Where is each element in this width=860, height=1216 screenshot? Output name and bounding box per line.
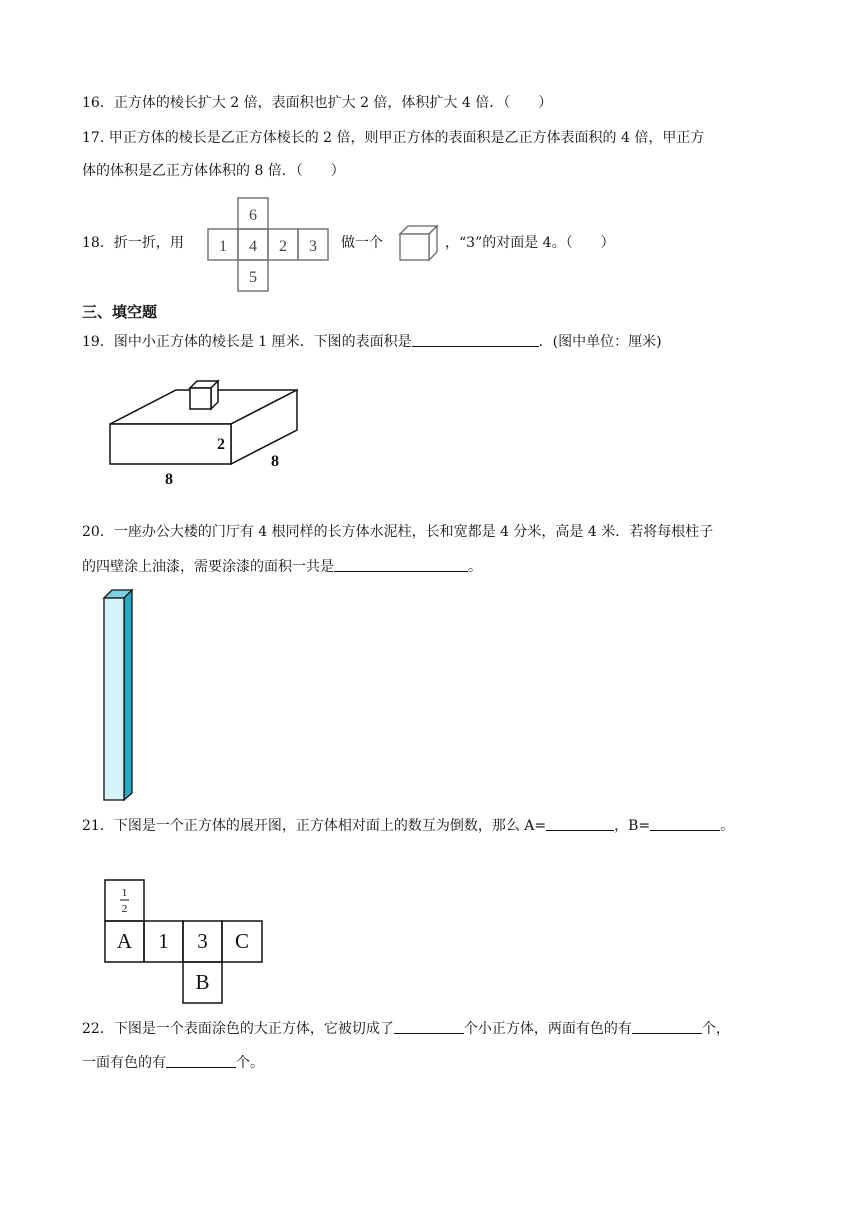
q21-text-a: 21．下图是一个正方体的展开图，正方体相对面上的数互为倒数，那么 A= [82,818,547,834]
pillar-front-face [104,598,124,800]
question-16: 16．正方体的棱长扩大 2 倍，表面积也扩大 2 倍，体积扩大 4 倍．（ ） [82,95,553,111]
answer-blank[interactable] [394,1018,464,1034]
q22-text-e: 个。 [236,1055,264,1071]
net-letter: C [234,929,250,953]
section-title: 三、填空题 [82,303,158,321]
q19-text-after: ．(图中单位：厘米) [538,334,662,350]
q21-text-b: ，B= [614,818,651,834]
net-number: 4 [249,238,257,255]
question-22-line2 [82,1052,264,1073]
q19-text-before: 19．图中小正方体的棱长是 1 厘米．下图的表面积是 [82,334,412,350]
q21-cube-net-figure [104,877,264,1005]
q21-text-end: 。 [720,818,735,834]
question-20-line2 [82,556,482,577]
pillar-side-face [124,590,132,800]
question-17-line2: 体的体积是乙正方体体积的 8 倍．（ ） [82,163,345,179]
question-18-middle: 做一个 [341,235,383,251]
q22-text-a: 22．下图是一个表面涂色的大正方体，它被切成了 [82,1021,394,1037]
question-19 [82,331,662,352]
net-letter: A [116,929,133,953]
question-22-line1 [82,1018,730,1039]
answer-blank[interactable] [166,1052,236,1068]
pillar-figure [103,589,134,802]
question-17-line1: 17. 甲正方体的棱长是乙正方体棱长的 2 倍，则甲正方体的表面积是乙正方体表面积的 4 倍，甲正方 [82,130,705,146]
answer-blank[interactable] [632,1018,702,1034]
q20-text-after: 。 [468,559,482,575]
net-number: 3 [197,929,208,953]
question-20-line1: 20．一座办公大楼的门厅有 4 根同样的长方体水泥柱，长和宽都是 4 分米，高是 4 米．若将每根柱子 [82,524,714,540]
net-number: 6 [249,207,257,224]
answer-blank[interactable] [334,556,468,572]
q19-cuboid-figure [108,377,300,489]
small-cube-front [190,388,211,409]
question-21 [82,815,734,836]
q18-cube-net-figure [207,197,329,292]
q22-text-d: 一面有色的有 [82,1055,166,1071]
net-number: 1 [158,929,169,953]
q22-text-c: 个， [701,1021,730,1037]
net-number: 1 [219,238,227,255]
small-cube-icon [399,225,439,261]
cuboid-front-face [110,424,231,464]
fraction-numerator: 1 [121,887,128,899]
q20-text-before: 的四壁涂上油漆，需要涂漆的面积一共是 [82,559,334,575]
net-number: 2 [279,238,287,255]
net-letter: B [195,970,210,994]
question-18-suffix: ，“3”的对面是 4。（ ） [445,235,615,251]
answer-blank[interactable] [412,331,539,347]
question-18-prefix: 18．折一折，用 [82,235,184,251]
length-label: 8 [165,471,173,488]
height-label: 2 [217,436,225,453]
answer-blank-a[interactable] [546,815,614,831]
fraction-denominator: 2 [121,903,128,915]
net-number: 3 [309,238,317,255]
net-number: 5 [249,269,257,286]
depth-label: 8 [271,453,279,470]
q22-text-b: 个小正方体，两面有色的有 [463,1021,632,1037]
answer-blank-b[interactable] [650,815,720,831]
